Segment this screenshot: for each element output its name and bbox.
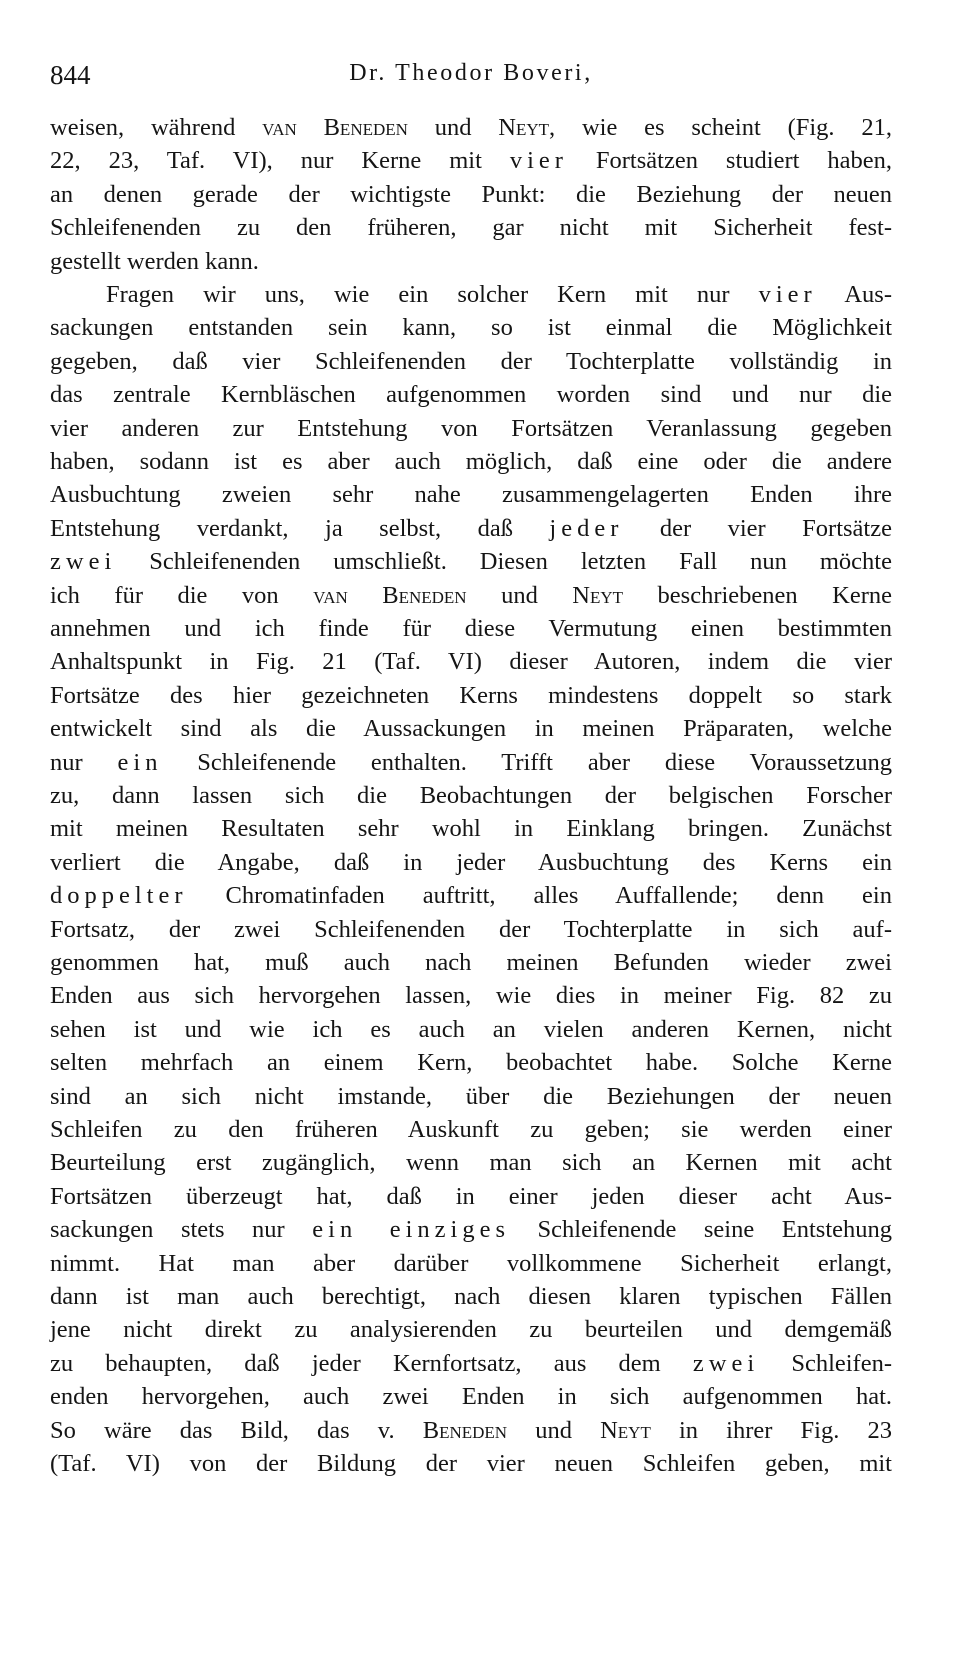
text-run: entwickelt sind als die Aussackungen in meinen Präparaten, welche: [50, 715, 892, 743]
text-run: haben, sodann ist es aber auch möglich, daß eine oder die andere: [50, 448, 892, 475]
text-run: verliert die Angabe, daß in jeder Ausbuchtung des Kerns ein: [50, 848, 892, 876]
text-run: mit meinen Resultaten sehr wohl in Einklang bringen. Zunächst: [50, 815, 892, 843]
text-run: das zentrale Kernbläschen aufgenommen worden sind und nur die: [50, 381, 892, 409]
text-line: [50, 546, 892, 578]
text-line: [50, 580, 892, 612]
page-number: 844: [50, 60, 91, 90]
text-run: jene nicht direkt zu analysierenden zu beurteilen und demgemäß: [50, 1316, 892, 1344]
text-line: [50, 312, 892, 344]
text-run: sind an sich nicht imstande, über die Beziehungen der neuen: [50, 1082, 892, 1110]
text-line: [50, 145, 892, 177]
text-run: Schleifen-: [759, 1349, 892, 1377]
text-run: Fortsätze des hier gezeichneten Kerns mindestens doppelt so stark: [50, 681, 892, 709]
text-line: [50, 1114, 892, 1146]
text-run: Entstehung verdankt, ja selbst, daß: [50, 514, 550, 542]
text-line: [50, 1147, 892, 1179]
text-line: [50, 813, 892, 845]
text-run: Schleifenende seine Entstehung: [510, 1216, 892, 1244]
text-line: [50, 1348, 892, 1380]
author-name: Neyt: [600, 1416, 651, 1444]
text-run: Anhaltspunkt in Fig. 21 (Taf. VI) dieser Autoren, indem die vier: [50, 648, 892, 676]
text-line: [50, 1081, 892, 1113]
text-line: [50, 1181, 892, 1213]
text-line: [50, 914, 892, 946]
text-run: , wie es scheint (Fig. 21,: [549, 114, 892, 141]
text-run: sackungen stets nur: [50, 1216, 313, 1244]
text-run: Enden aus sich hervorgehen lassen, wie dies in meiner Fig. 82 zu: [50, 982, 892, 1010]
text-run: zu behaupten, daß jeder Kernfortsatz, aus dem: [50, 1349, 693, 1377]
running-title: Dr. Theodor Boveri,: [349, 60, 593, 86]
text-run: So wäre das Bild, das v.: [50, 1416, 423, 1444]
text-run: ich für die von: [50, 581, 314, 609]
text-line: [50, 1248, 892, 1280]
emphasized-text: zwei: [692, 1349, 760, 1377]
text-run: der vier Fortsätze: [623, 514, 892, 542]
text-line: [50, 513, 892, 545]
text-line: [50, 747, 892, 779]
text-run: nur: [50, 748, 118, 776]
text-run: Ausbuchtung zweien sehr nahe zusammengelagerten Enden ihre: [50, 481, 892, 509]
text-line: [50, 479, 892, 511]
text-line: [50, 680, 892, 712]
emphasized-text: ein einziges: [312, 1216, 511, 1244]
text-line: [50, 980, 892, 1012]
text-line: [50, 1281, 892, 1313]
text-line: [50, 947, 892, 979]
text-run: Aus-: [816, 281, 892, 308]
text-run: Schleifenende enthalten. Trifft aber diese Voraussetzung: [162, 748, 892, 776]
text-line: [50, 246, 892, 278]
text-line: [50, 1381, 892, 1413]
text-run: Fortsätzen überzeugt hat, daß in einer jeden dieser acht Aus-: [50, 1182, 892, 1210]
text-run: an denen gerade der wichtigste Punkt: die Beziehung der neuen: [50, 180, 892, 208]
text-line: [50, 613, 892, 645]
text-run: Schleifenenden zu den früheren, gar nicht mit Sicherheit fest-: [50, 214, 892, 242]
author-name: Neyt: [498, 114, 550, 141]
text-line: [50, 1448, 892, 1480]
text-line: [50, 112, 892, 144]
text-line: [50, 780, 892, 812]
text-line: [50, 179, 892, 211]
text-run: Schleifen zu den früheren Auskunft zu geben; sie werden einer: [50, 1116, 892, 1143]
text-line: [50, 413, 892, 445]
text-run: und: [407, 114, 499, 141]
text-run: annehmen und ich finde für diese Vermutung einen bestimmten: [50, 615, 892, 642]
text-line: [50, 713, 892, 745]
text-line: [50, 446, 892, 478]
text-run: Fortsätzen studiert haben,: [567, 147, 892, 175]
text-line: [50, 1047, 892, 1079]
text-run: vier anderen zur Entstehung von Fortsätzen Veranlassung gegeben: [50, 414, 892, 442]
text-run: und: [507, 1416, 601, 1444]
author-name: Beneden: [422, 1416, 508, 1444]
text-run: (Taf. VI) von der Bildung der vier neuen Schleifen geben, mit: [50, 1450, 892, 1477]
author-name: van Beneden: [262, 114, 408, 141]
text-run: und: [466, 581, 573, 609]
text-run: sehen ist und wie ich es auch an vielen anderen Kernen, nicht: [50, 1015, 892, 1043]
text-run: enden hervorgehen, auch zwei Enden in sich aufgenommen hat.: [50, 1383, 892, 1411]
text-run: 22, 23, Taf. VI), nur Kerne mit: [50, 147, 510, 175]
text-run: Fortsatz, der zwei Schleifenenden der Tochterplatte in sich auf-: [50, 915, 892, 943]
text-run: gegeben, daß vier Schleifenenden der Tochterplatte vollständig in: [50, 347, 892, 375]
text-run: Schleifenenden umschließt. Diesen letzten Fall nun möchte: [116, 548, 892, 576]
emphasized-text: ein: [117, 748, 163, 776]
emphasized-text: vier: [509, 147, 568, 175]
text-line: [50, 212, 892, 244]
text-run: beschriebenen Kerne: [623, 581, 892, 609]
emphasized-text: vier: [758, 281, 817, 308]
text-run: genommen hat, muß auch nach meinen Befunden wieder zwei: [50, 949, 892, 976]
text-run: Chromatinfaden auftritt, alles Auffallende; denn ein: [187, 882, 892, 910]
text-run: zu, dann lassen sich die Beobachtungen der belgischen Forscher: [50, 782, 892, 809]
emphasized-text: doppelter: [50, 882, 188, 910]
text-line: [50, 646, 892, 678]
text-run: Fragen wir uns, wie ein solcher Kern mit nur: [106, 281, 759, 308]
text-run: weisen, während: [50, 114, 263, 141]
text-run: Beurteilung erst zugänglich, wenn man sich an Kernen mit acht: [50, 1149, 892, 1177]
emphasized-text: jeder: [549, 514, 624, 542]
text-line: [50, 346, 892, 378]
text-run: in ihrer Fig. 23: [650, 1416, 892, 1444]
text-line: [50, 379, 892, 411]
text-line: [50, 279, 892, 311]
page-header: [50, 60, 892, 100]
text-line: [50, 1415, 892, 1447]
text-run: dann ist man auch berechtigt, nach diesen klaren typischen Fällen: [50, 1283, 892, 1310]
text-line: [50, 1314, 892, 1346]
text-line: [50, 1214, 892, 1246]
text-run: sackungen entstanden sein kann, so ist einmal die Möglichkeit: [50, 314, 892, 342]
emphasized-text: zwei: [50, 548, 117, 576]
text-run: gestellt werden kann.: [50, 247, 259, 275]
author-name: Neyt: [572, 581, 624, 609]
text-line: [50, 880, 892, 912]
author-name: van Beneden: [313, 581, 467, 609]
text-line: [50, 1014, 892, 1046]
text-line: [50, 847, 892, 879]
text-run: selten mehrfach an einem Kern, beobachtet habe. Solche Kerne: [50, 1049, 892, 1077]
text-run: nimmt. Hat man aber darüber vollkommene Sicherheit erlangt,: [50, 1249, 892, 1277]
